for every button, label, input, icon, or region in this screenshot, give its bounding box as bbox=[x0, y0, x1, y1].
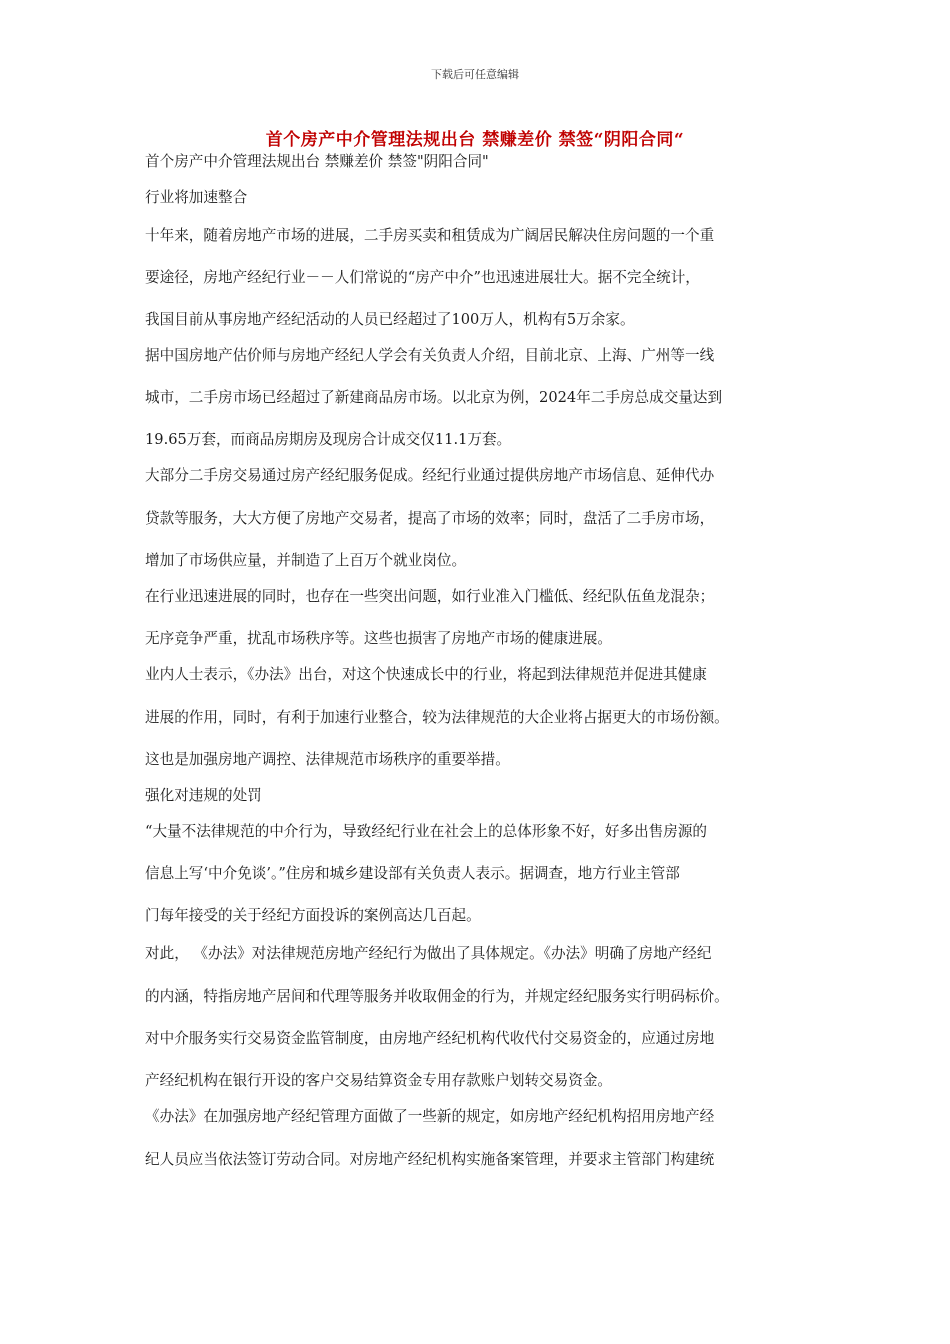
body-line: 对中介服务实行交易资金监管制度，由房地产经纪机构代收代付交易资金的，应通过房地 bbox=[145, 1030, 715, 1047]
document-title: 首个房产中介管理法规出台 禁赚差价 禁签“阴阳合同“ bbox=[265, 130, 685, 150]
body-line: 据中国房地产估价师与房地产经纪人学会有关负责人介绍，目前北京、上海、广州等一线 bbox=[145, 347, 715, 364]
body-line: 进展的作用，同时，有利于加速行业整合，较为法律规范的大企业将占据更大的市场份额。 bbox=[145, 709, 729, 726]
body-line: 贷款等服务，大大方便了房地产交易者，提高了市场的效率；同时，盘活了二手房市场， bbox=[145, 510, 715, 527]
header-note: 下载后可任意编辑 bbox=[431, 68, 519, 81]
body-line: 业内人士表示，《办法》出台，对这个快速成长中的行业，将起到法律规范并促进其健康 bbox=[145, 666, 707, 683]
body-line: 门每年接受的关于经纪方面投诉的案例高达几百起。 bbox=[145, 907, 481, 924]
body-line: 19.65万套，而商品房期房及现房合计成交仅11.1万套。 bbox=[145, 431, 512, 448]
body-line: 纪人员应当依法签订劳动合同。对房地产经纪机构实施备案管理，并要求主管部门构建统 bbox=[145, 1151, 715, 1168]
body-line: 信息上写‘中介免谈’。”住房和城乡建设部有关负责人表示。据调查，地方行业主管部 bbox=[145, 865, 680, 882]
body-line: 十年来，随着房地产市场的进展，二手房买卖和租赁成为广阔居民解决住房问题的一个重 bbox=[145, 227, 715, 244]
body-line: 我国目前从事房地产经纪活动的人员已经超过了100万人，机构有5万余家。 bbox=[145, 311, 635, 328]
body-line: 要途径，房地产经纪行业－－人们常说的“房产中介”也迅速进展壮大。据不完全统计， bbox=[145, 269, 700, 286]
body-line: 在行业迅速进展的同时，也存在一些突出问题，如行业准入门槛低、经纪队伍鱼龙混杂； bbox=[145, 588, 715, 605]
body-line: 首个房产中介管理法规出台 禁赚差价 禁签"阴阳合同" bbox=[145, 153, 489, 170]
body-line: “大量不法律规范的中介行为，导致经纪行业在社会上的总体形象不好，好多出售房源的 bbox=[145, 823, 708, 840]
body-line: 对此， 《办法》对法律规范房地产经纪行为做出了具体规定。《办法》明确了房地产经纪 bbox=[145, 945, 712, 962]
body-line: 行业将加速整合 bbox=[145, 189, 248, 206]
body-line: 产经纪机构在银行开设的客户交易结算资金专用存款账户划转交易资金。 bbox=[145, 1072, 613, 1089]
body-line: 大部分二手房交易通过房产经纪服务促成。经纪行业通过提供房地产市场信息、延伸代办 bbox=[145, 467, 715, 484]
body-line: 这也是加强房地产调控、法律规范市场秩序的重要举措。 bbox=[145, 751, 510, 768]
body-line: 城市，二手房市场已经超过了新建商品房市场。以北京为例，2024年二手房总成交量达到 bbox=[145, 389, 723, 406]
body-line: 增加了市场供应量，并制造了上百万个就业岗位。 bbox=[145, 552, 467, 569]
body-line: 的内涵，特指房地产居间和代理等服务并收取佣金的行为，并规定经纪服务实行明码标价。 bbox=[145, 988, 729, 1005]
body-line: 《办法》在加强房地产经纪管理方面做了一些新的规定，如房地产经纪机构招用房地产经 bbox=[145, 1108, 715, 1125]
body-line: 强化对违规的处罚 bbox=[145, 787, 262, 804]
body-line: 无序竞争严重，扰乱市场秩序等。这些也损害了房地产市场的健康进展。 bbox=[145, 630, 613, 647]
